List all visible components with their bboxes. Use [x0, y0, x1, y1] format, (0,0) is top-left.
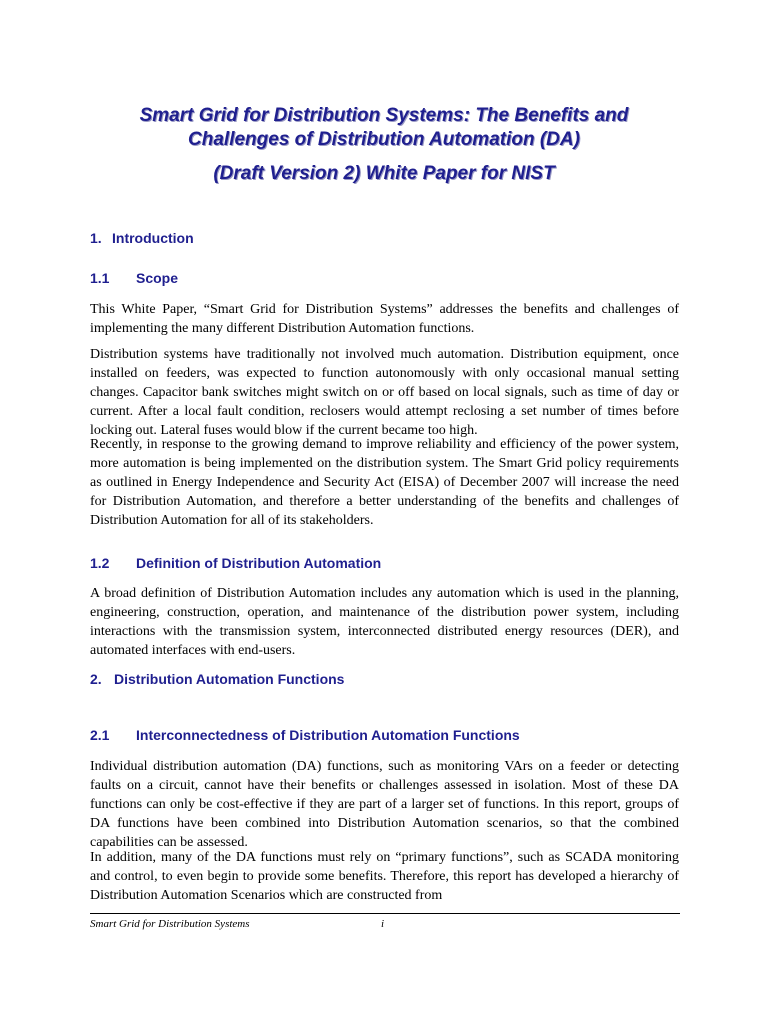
heading-number: 2.: [90, 671, 102, 687]
heading-number: 1.2: [90, 555, 110, 571]
paragraph-definition: A broad definition of Distribution Automation includes any automation which is used in the planning, engineering, construction, operation, and maintenance of the distribution power system, including interactions with the transmission system, interconnected distributed energy resources (DER), and automated interfaces with end-users.: [90, 586, 679, 658]
footer-title: Smart Grid for Distribution Systems: [90, 918, 250, 930]
paragraph-scope-1: This White Paper, “Smart Grid for Distribution Systems” addresses the benefits and challenges of implementing the many different Distribution Automation functions.: [90, 302, 679, 336]
heading-text: Definition of Distribution Automation: [136, 555, 382, 571]
heading-text: Introduction: [112, 230, 194, 246]
title-line-1: Smart Grid for Distribution Systems: The Benefits and: [139, 105, 629, 126]
document-title: [60, 104, 708, 186]
heading-number: 1.: [90, 230, 102, 246]
paragraph-interconnectedness-1: Individual distribution automation (DA) functions, such as monitoring VArs on a feeder or detecting faults on a circuit, cannot have their benefits or challenges assessed in isolation. Most of these DA functions can only be cost-effective if they are part of a larger set of functions. In this report, groups of DA functions have been combined into Distribution Automation scenarios, so that the combined capabilities can be assessed.: [90, 759, 679, 850]
heading-number: 2.1: [90, 727, 110, 743]
heading-text: Distribution Automation Functions: [114, 671, 345, 687]
heading-text: Interconnectedness of Distribution Automation Functions: [136, 727, 520, 743]
heading-da-functions: [90, 670, 344, 688]
title-line-2: Challenges of Distribution Automation (DA): [188, 129, 580, 150]
heading-number: 1.1: [90, 270, 110, 286]
paragraph-interconnectedness-2: In addition, many of the DA functions must rely on “primary functions”, such as SCADA monitoring and control, to even begin to provide some benefits. Therefore, this report has developed a hierarchy of Distribution Automation Scenarios which are constructed from: [90, 850, 679, 903]
title-line-3: (Draft Version 2) White Paper for NIST: [213, 163, 555, 184]
heading-scope: [90, 269, 178, 287]
footer-divider: [90, 913, 680, 914]
footer-page-number: i: [381, 918, 385, 930]
heading-introduction: [90, 229, 194, 247]
heading-text: Scope: [136, 270, 179, 286]
heading-interconnectedness: [90, 726, 520, 744]
paragraph-scope-2: Distribution systems have traditionally not involved much automation. Distribution equipment, once installed on feeders, was expected to function autonomously with only occasional manual setting changes. Capacitor bank switches might switch on or off based on local signals, such as time of day or current. After a local fault condition, reclosers would attempt reclosing a set number of times before locking out. Lateral fuses would blow if the current became too high.: [90, 347, 679, 438]
heading-definition: [90, 554, 381, 572]
paragraph-scope-3: Recently, in response to the growing demand to improve reliability and efficiency of the power system, more automation is being implemented on the distribution system. The Smart Grid policy requirements as outlined in Energy Independence and Security Act (EISA) of December 2007 will increase the need for Distribution Automation, and therefore a better understanding of the benefits and challenges of Distribution Automation for all of its stakeholders.: [90, 437, 679, 528]
